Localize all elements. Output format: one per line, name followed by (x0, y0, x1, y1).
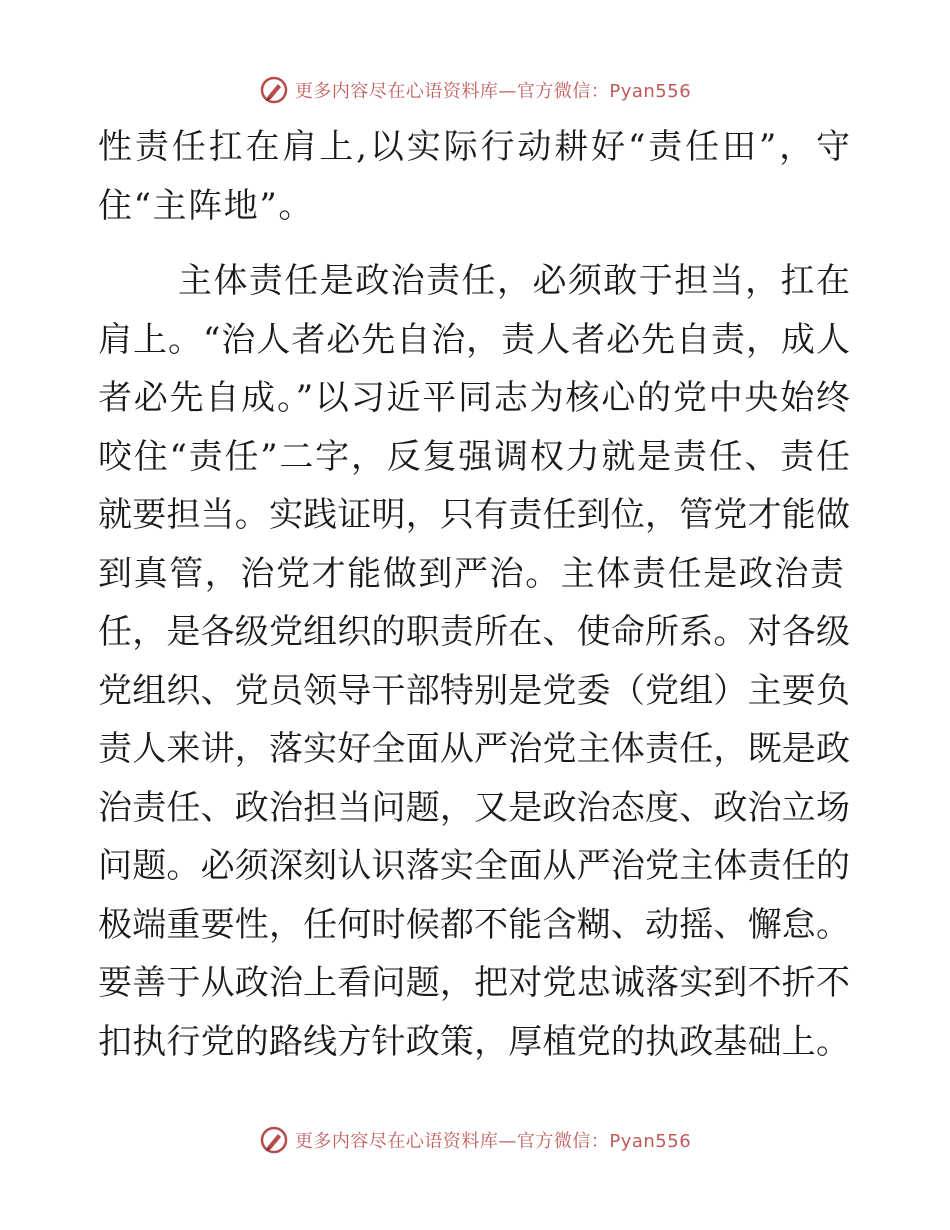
text-line: 住“主阵地”。 (98, 185, 314, 226)
text-line: 就要担当。实践证明，只有责任到位，管党才能做 (98, 495, 850, 535)
paragraph (98, 252, 850, 1071)
text-line: 要善于从政治上看问题，把对党忠诚落实到不折不 (98, 963, 850, 1003)
text-line: 责人来讲，落实好全面从严治党主体责任，既是政 (98, 729, 850, 769)
text-line: 性责任扛在肩上,以实际行动耕好“责任田”，守 (98, 127, 850, 167)
header-watermark (0, 70, 950, 110)
footer-watermark (0, 1120, 950, 1160)
pen-logo-icon (259, 75, 289, 105)
text-line: 党组织、党员领导干部特别是党委（党组）主要负 (98, 670, 850, 711)
watermark-text: 更多内容尽在心语资料库—官方微信：Pyan556 (294, 81, 692, 102)
document-body (98, 118, 850, 1071)
text-line: 主体责任是政治责任，必须敢于担当，扛在 (178, 261, 850, 301)
text-line: 咬住“责任”二字，反复强调权力就是责任、责任 (98, 436, 850, 477)
text-line: 扣执行党的路线方针政策，厚植党的执政基础上。 (98, 1021, 850, 1062)
watermark-text: 更多内容尽在心语资料库—官方微信：Pyan556 (294, 1131, 692, 1152)
pen-logo-icon (259, 1125, 289, 1155)
text-line: 极端重要性，任何时候都不能含糊、动摇、懈怠。 (98, 904, 850, 945)
text-line: 任，是各级党组织的职责所在、使命所系。对各级 (98, 612, 850, 652)
text-line: 者必先自成。”以习近平同志为核心的党中央始终 (98, 378, 850, 418)
text-line: 问题。必须深刻认识落实全面从严治党主体责任的 (98, 846, 850, 886)
text-line: 治责任、政治担当问题，又是政治态度、政治立场 (98, 787, 850, 828)
paragraph (98, 118, 850, 235)
text-line: 到真管，治党才能做到严治。主体责任是政治责 (98, 553, 846, 594)
text-line: 肩上。“治人者必先自治，责人者必先自责，成人 (98, 319, 850, 360)
